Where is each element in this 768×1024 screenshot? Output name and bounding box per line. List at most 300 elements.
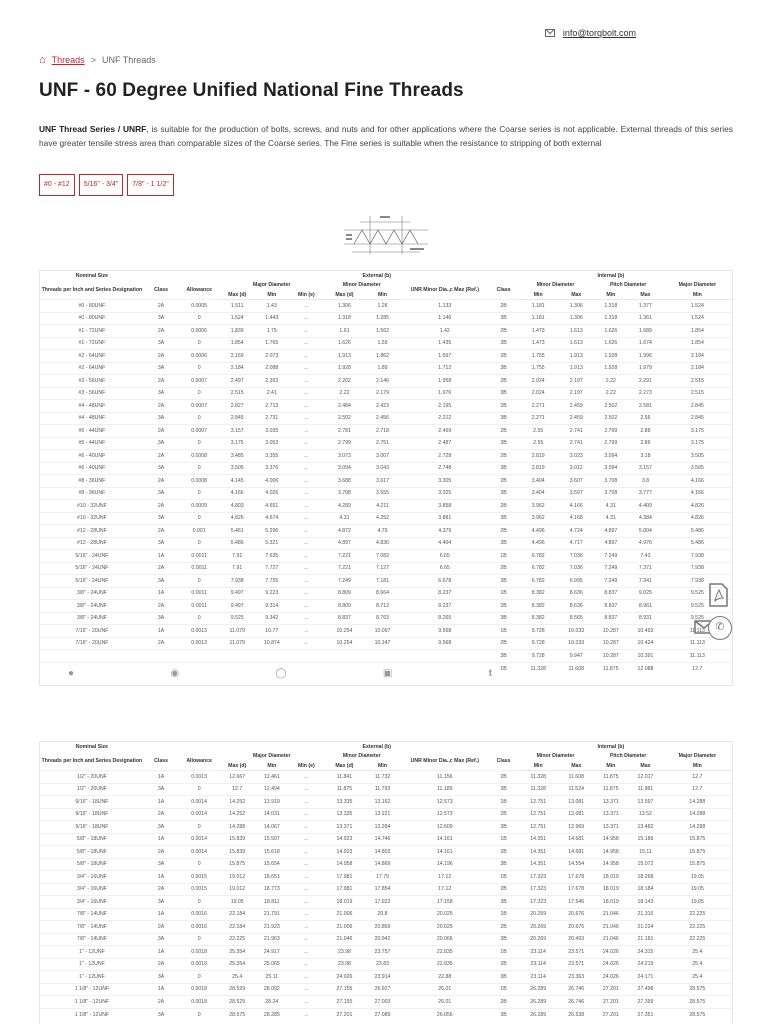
table-cell: 1.755 [517, 350, 559, 363]
table-cell: 17.854 [365, 883, 400, 896]
table-cell: 20.066 [400, 933, 490, 946]
table-cell: 14.923 [324, 833, 366, 846]
table-cell: 0.0011 [178, 562, 220, 575]
table-cell: 12.7 [220, 783, 255, 796]
table-cell: 25.354 [220, 958, 255, 971]
table-row [40, 996, 732, 1009]
table-cell: 3.035 [255, 425, 290, 438]
table-cell: 9.525 [663, 587, 732, 600]
table-cell: 1A [144, 625, 179, 638]
table-cell: 4.289 [324, 500, 366, 513]
table-cell: 1B [490, 662, 518, 675]
table-cell: 12.017 [628, 771, 663, 784]
table-cell: 17.981 [324, 883, 366, 896]
table-cell: 11.875 [324, 783, 366, 796]
table-cell: 11.981 [628, 783, 663, 796]
table-cell: 11.079 [220, 637, 255, 650]
table-cell: 20.025 [400, 908, 490, 921]
table-cell: 8.382 [517, 612, 559, 625]
tab-5-16-3-4[interactable]: 5/16" - 3/4" [79, 174, 124, 196]
table-cell: 2B [490, 562, 518, 575]
table-cell: 1.318 [594, 312, 629, 325]
table-cell: 3.175 [220, 437, 255, 450]
table-cell: 2B [490, 600, 518, 613]
table-cell: 8.809 [324, 587, 366, 600]
table-cell: 0 [178, 362, 220, 375]
table-cell: 0.0018 [178, 983, 220, 996]
table-cell: 21.181 [628, 933, 663, 946]
topbar-contact [545, 28, 636, 38]
table-row [40, 312, 732, 325]
table-cell: 23.98 [324, 958, 366, 971]
table-cell: 7.249 [594, 550, 629, 563]
table-row [40, 525, 732, 538]
table-cell: 1.854 [663, 337, 732, 350]
table-cell: 2.41 [255, 387, 290, 400]
table-cell: 7.635 [255, 550, 290, 563]
table-cell: 0.0016 [178, 921, 220, 934]
table-cell: 2A [144, 425, 179, 438]
table-cell: 4.826 [220, 512, 255, 525]
table-cell: 9.525 [663, 600, 732, 613]
table-cell: 3.175 [663, 425, 732, 438]
breadcrumb-threads-link[interactable]: Threads [51, 55, 85, 65]
table-cell: 7.938 [663, 550, 732, 563]
table-cell: 4.026 [255, 487, 290, 500]
table-cell: 8.237 [400, 600, 490, 613]
table-cell: 3A [144, 337, 179, 350]
table-cell: 0.0011 [178, 600, 220, 613]
table-cell: 2B [490, 637, 518, 650]
table-cell: 14.351 [517, 858, 559, 871]
table-cell: 1.435 [400, 337, 490, 350]
table-cell: 2.212 [400, 412, 490, 425]
table-cell: 1.928 [324, 362, 366, 375]
table-cell: 0 [178, 783, 220, 796]
table-cell: 12.751 [517, 808, 559, 821]
table-cell: 3.305 [400, 475, 490, 488]
table-cell: 25.4 [220, 971, 255, 984]
table-cell: 7.221 [324, 562, 366, 575]
whatsapp-float-icon[interactable]: ✆ [708, 616, 732, 640]
th-internal: Internal (b) [597, 272, 625, 279]
table-cell: 10.254 [324, 637, 366, 650]
table-row [40, 300, 732, 313]
envelope-icon [545, 29, 555, 37]
table-cell: 18.811 [255, 896, 290, 909]
table-cell: ... [289, 858, 324, 871]
table-cell: 4.409 [628, 500, 663, 513]
table-cell: 2.291 [628, 375, 663, 388]
table-cell: 4.384 [628, 512, 663, 525]
table-cell: 4.897 [594, 537, 629, 550]
table-cell: 26.01 [400, 996, 490, 1009]
table-cell: 3.655 [365, 487, 400, 500]
table-cell: 13.081 [559, 808, 594, 821]
table-cell: 0 [178, 821, 220, 834]
twitter-icon[interactable]: ● [68, 667, 75, 679]
table-cell: 0 [178, 437, 220, 450]
table-cell: 1B [490, 587, 518, 600]
table-cell: 28.529 [220, 983, 255, 996]
table-cell: 12.461 [255, 771, 290, 784]
table-cell: 20.869 [365, 921, 400, 934]
table-cell: 28.285 [255, 1008, 290, 1021]
table-cell: 5/8" - 18UNF [40, 858, 144, 871]
table-cell: 1B [490, 550, 518, 563]
table-cell: 4.166 [559, 500, 594, 513]
table-cell: 7.082 [365, 550, 400, 563]
table-cell: 4.826 [663, 500, 732, 513]
table-cell: 13.221 [365, 808, 400, 821]
table-cell: ... [289, 312, 324, 325]
table-cell: 8.712 [365, 600, 400, 613]
table-cell: 7.91 [220, 562, 255, 575]
th2-class: Class [154, 757, 169, 764]
table-cell: 18.773 [255, 883, 290, 896]
table-cell: 13.284 [365, 821, 400, 834]
th2-min-f: Min [663, 761, 732, 771]
table-cell: 0.0007 [178, 400, 220, 413]
table-cell: 4.31 [594, 500, 629, 513]
table-cell: ... [289, 500, 324, 513]
table-cell: 3/8" - 24UNF [40, 587, 144, 600]
table-cell: 3A [144, 387, 179, 400]
table-cell: 7.755 [255, 575, 290, 588]
table-cell: 14.288 [663, 808, 732, 821]
table-cell: 26.289 [517, 1008, 559, 1021]
table-cell: 17.323 [517, 896, 559, 909]
breadcrumb-separator: > [90, 55, 96, 65]
table-cell [324, 650, 366, 663]
table-cell: #1 - 72UNF [40, 325, 144, 338]
table-cell: 5.321 [255, 537, 290, 550]
table-cell: 22.225 [663, 908, 732, 921]
table-cell: 21.006 [324, 921, 366, 934]
table-cell: 2.197 [559, 387, 594, 400]
table-cell: 17.922 [365, 896, 400, 909]
table-cell: ... [289, 587, 324, 600]
table-cell: ... [289, 783, 324, 796]
th-nominal: Nominal Size [75, 272, 109, 279]
table-cell: 11.079 [220, 625, 255, 638]
table-cell: 3B [490, 575, 518, 588]
table-cell: 20.676 [559, 908, 594, 921]
table-cell: ... [289, 846, 324, 859]
table-cell: 2A [144, 400, 179, 413]
th-minor-diameter-int: Minor Diameter [536, 282, 575, 289]
th2-min-c: Min [517, 761, 559, 771]
table-cell: ... [289, 337, 324, 350]
table-cell: 2A [144, 600, 179, 613]
table-cell: 19.05 [663, 883, 732, 896]
table-cell: 3.962 [517, 500, 559, 513]
table-cell: 8.382 [517, 600, 559, 613]
table-cell: 1.689 [628, 325, 663, 338]
table-cell: 4.168 [559, 512, 594, 525]
table-cell: ... [289, 437, 324, 450]
table-cell: ... [289, 771, 324, 784]
table-cell: 18.019 [594, 883, 629, 896]
table-cell: 21.046 [324, 933, 366, 946]
table-cell: 23.363 [559, 971, 594, 984]
table-row [40, 362, 732, 375]
table-cell: 2.502 [594, 400, 629, 413]
table-cell: 12.573 [400, 808, 490, 821]
table-cell: 8.382 [517, 587, 559, 600]
table-cell: 3.023 [559, 450, 594, 463]
table-cell: ... [289, 350, 324, 363]
table-row [40, 587, 732, 600]
table-cell: 14.252 [220, 796, 255, 809]
table-cell: 19.05 [663, 896, 732, 909]
table-cell: 13.371 [594, 796, 629, 809]
table-cell: 3A [144, 783, 179, 796]
th-class: Class [154, 286, 169, 293]
table-cell: 8.961 [628, 600, 663, 613]
table-cell: 14.351 [517, 846, 559, 859]
table-cell: 0.0016 [178, 908, 220, 921]
table-cell: 0.0014 [178, 846, 220, 859]
table-cell: 15.654 [255, 858, 290, 871]
table-cell: 0 [178, 971, 220, 984]
table-cell: 1B [490, 983, 518, 996]
table-cell: 11.524 [559, 783, 594, 796]
table-cell: 28.24 [255, 996, 290, 1009]
table-cell: 3.007 [365, 450, 400, 463]
table-cell: 8.636 [559, 587, 594, 600]
table-cell: 1B [490, 946, 518, 959]
table-row [40, 858, 732, 871]
table-cell: 9/16" - 18UNF [40, 821, 144, 834]
table-cell: 21.791 [255, 908, 290, 921]
table-cell: 8.636 [559, 600, 594, 613]
table-cell: 21.224 [628, 921, 663, 934]
table-cell: 0 [178, 512, 220, 525]
linkedin-icon[interactable]: ▣ [382, 667, 393, 679]
table-row [40, 650, 732, 663]
table-cell: 11.608 [559, 771, 594, 784]
table-cell: 4.166 [663, 487, 732, 500]
th2-max-d2: Max (d) [324, 761, 366, 771]
tab-0-12[interactable]: #0 - #12 [39, 174, 75, 196]
table-cell: 2.22 [594, 375, 629, 388]
table-cell: 2.845 [663, 412, 732, 425]
table-cell: 3B [490, 971, 518, 984]
table-cell: 7.938 [663, 562, 732, 575]
table-cell: 2.781 [324, 425, 366, 438]
table-cell: 3A [144, 933, 179, 946]
table-cell: 26.289 [517, 996, 559, 1009]
th-pitch-diameter: Pitch Diameter [609, 282, 647, 289]
table-cell: 3A [144, 821, 179, 834]
table-cell: 3A [144, 462, 179, 475]
table-cell: 3.094 [594, 450, 629, 463]
table-cell: 3/8" - 24UNF [40, 600, 144, 613]
table-cell: 5/16" - 24UNF [40, 562, 144, 575]
table-cell: 7/16" - 20UNF [40, 637, 144, 650]
table-cell: 10.033 [559, 625, 594, 638]
table-cell: 2.741 [559, 425, 594, 438]
table-cell: 26.746 [559, 996, 594, 1009]
table-cell: #10 - 32UNF [40, 512, 144, 525]
table-cell: 17.546 [559, 896, 594, 909]
table-cell: 1.976 [400, 387, 490, 400]
table-cell: 14.923 [324, 846, 366, 859]
table-cell: 2.088 [255, 362, 290, 375]
table-cell: ... [289, 796, 324, 809]
table-cell: 10.287 [594, 625, 629, 638]
table-cell: 28.529 [220, 996, 255, 1009]
table-cell: 1.958 [400, 375, 490, 388]
table-cell: 2.22 [324, 387, 366, 400]
table-cell: 4.404 [400, 537, 490, 550]
table-cell: ... [289, 550, 324, 563]
table-cell: 9.497 [220, 587, 255, 600]
table-cell: 1.59 [365, 337, 400, 350]
table-cell: 3.094 [594, 462, 629, 475]
tumblr-icon[interactable]: t [488, 667, 492, 679]
table-cell: 20.269 [517, 908, 559, 921]
table-cell: 4.166 [663, 475, 732, 488]
table-cell: 9.525 [220, 612, 255, 625]
table-cell: 4.252 [365, 512, 400, 525]
table-cell: 9.497 [220, 600, 255, 613]
table-cell: 17.12 [400, 871, 490, 884]
table-cell: 1.43 [255, 300, 290, 313]
table-cell: 8.809 [324, 600, 366, 613]
table-cell: 3B [490, 362, 518, 375]
table-cell: 2.799 [324, 437, 366, 450]
unf-table-1 [39, 270, 733, 686]
table-cell: 3.376 [255, 462, 290, 475]
table-cell: 8.837 [594, 612, 629, 625]
table-cell: 2.393 [255, 375, 290, 388]
th-external: External (b) [362, 272, 392, 279]
table-cell: 2.184 [663, 350, 732, 363]
table-cell: 9.342 [255, 612, 290, 625]
table-cell: #8 - 36UNF [40, 475, 144, 488]
table-cell: 5/16" - 24UNF [40, 575, 144, 588]
table-cell: 2B [490, 500, 518, 513]
table-cell: 13.52 [628, 808, 663, 821]
table-cell [365, 650, 400, 663]
table-row [40, 437, 732, 450]
intro-bold: UNF Thread Series / UNRF [39, 124, 147, 134]
table-cell: 1.524 [663, 300, 732, 313]
table-cell: 20.676 [559, 921, 594, 934]
whatsapp-icon[interactable]: ◯ [275, 667, 287, 679]
table-row [40, 871, 732, 884]
table-cell: 2.273 [628, 387, 663, 400]
table-cell: 22.184 [220, 921, 255, 934]
table-cell: 3.355 [255, 450, 290, 463]
table-cell: 6.782 [517, 562, 559, 575]
table-cell: 12.573 [400, 796, 490, 809]
th2-major-diameter-int: Major Diameter [678, 753, 717, 760]
table-cell: 2A [144, 325, 179, 338]
table-cell: 2A [144, 500, 179, 513]
table-cell: 3B [490, 437, 518, 450]
table-cell: #3 - 56UNF [40, 375, 144, 388]
share-bar [60, 665, 500, 681]
email-link[interactable]: info@torqbolt.com [562, 28, 636, 38]
table-cell: 3B [490, 462, 518, 475]
table-cell: 14.161 [400, 846, 490, 859]
table-cell: 24.315 [628, 946, 663, 959]
table-cell: 17.12 [400, 883, 490, 896]
table-cell: 5.486 [663, 525, 732, 538]
table-cell: 15.875 [663, 833, 732, 846]
th-min-e: Min (e) [289, 290, 324, 300]
table-cell: 5/8" - 18UNF [40, 846, 144, 859]
table-cell: 1.862 [365, 350, 400, 363]
table-cell: 27.201 [324, 1008, 366, 1021]
table-cell: 0 [178, 575, 220, 588]
table-cell: 27.155 [324, 996, 366, 1009]
table-cell: 1.626 [594, 337, 629, 350]
table-cell: 0.001 [178, 525, 220, 538]
table-cell [40, 650, 144, 663]
table-cell: 3A [144, 971, 179, 984]
table-cell: 2A [144, 475, 179, 488]
table-row [40, 771, 732, 784]
table-cell: 1.674 [628, 337, 663, 350]
th-class-int: Class [496, 286, 511, 293]
pdf-icon[interactable] [706, 582, 730, 608]
table-row [40, 325, 732, 338]
table-cell: 2B [490, 883, 518, 896]
table-cell: 1A [144, 871, 179, 884]
table-cell: 9.947 [559, 650, 594, 663]
table-cell: 9.223 [255, 587, 290, 600]
table-row [40, 412, 732, 425]
table-cell: 2.502 [324, 412, 366, 425]
table-cell: 1.181 [517, 312, 559, 325]
table-cell: 7.938 [220, 575, 255, 588]
table-cell: 0.0018 [178, 996, 220, 1009]
table-cell: ... [289, 933, 324, 946]
table-cell: 2.86 [628, 437, 663, 450]
table-cell: 3.607 [559, 475, 594, 488]
table-cell: 3.708 [594, 487, 629, 500]
table-cell: 2B [490, 300, 518, 313]
table-cell: 8.664 [365, 587, 400, 600]
table-cell: 10.287 [594, 637, 629, 650]
table-cell: 2B [490, 996, 518, 1009]
table-cell: 1 1/8" - 12UNF [40, 1008, 144, 1021]
table-cell: 15.189 [628, 833, 663, 846]
home-icon[interactable]: ⌂ [39, 54, 46, 66]
table-cell: 0.0015 [178, 883, 220, 896]
tab-7-8-1-1-2[interactable]: 7/8" - 1 1/2" [127, 174, 174, 196]
table-cell: 15.618 [255, 846, 290, 859]
table-cell: ... [289, 575, 324, 588]
table-cell: 13.597 [628, 796, 663, 809]
table-cell: 14.288 [220, 821, 255, 834]
table-cell: 1.306 [559, 312, 594, 325]
table-row [40, 512, 732, 525]
pinterest-icon[interactable]: ◉ [170, 667, 180, 679]
table-cell: 1.473 [517, 337, 559, 350]
table-cell: 26.056 [400, 1008, 490, 1021]
table-cell: 11.113 [663, 637, 732, 650]
table-cell: 1.26 [365, 300, 400, 313]
table-row [40, 971, 732, 984]
table-cell: 3.617 [365, 475, 400, 488]
table-row [40, 487, 732, 500]
table-cell: 2.515 [663, 387, 732, 400]
